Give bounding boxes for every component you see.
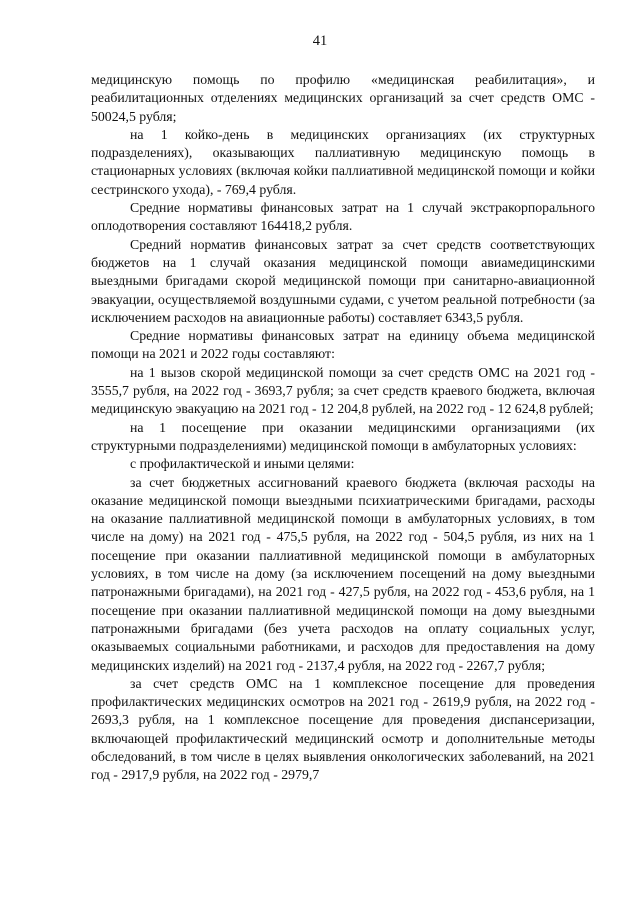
paragraph: на 1 посещение при оказании медицинскими организациями (их структурными подразделениями) медицинской помощи в амбулаторных условиях: <box>91 419 595 453</box>
paragraph: за счет бюджетных ассигнований краевого бюджета (включая расходы на оказание медицинской помощи выездными психиатрическими бригадами, расходы на оказание паллиативной медицинской помощи в амбулаторных условиях, в том числе на дому) на 2021 год - 475,5 рубля, на 2022 год - 504,5 рубля, из них на 1 посещение при оказании паллиативной медицинской помощи в амбулаторных условиях, в том числе на дому (за исключением посещений на дому выездными патронажными бригадами), на 2021 год - 427,5 рубля, на 2022 год - 453,6 рубля, на 1 посещение при оказании паллиативной медицинской помощи на дому выездными патронажными бригадами (без учета расходов на оплату социальных услуг, оказываемых социальными работниками, и расходов для предоставления на дому медицинских изделий) на 2021 год - 2137,4 рубля, на 2022 год - 2267,7 рубля; <box>91 474 595 673</box>
paragraph: на 1 вызов скорой медицинской помощи за счет средств ОМС на 2021 год - 3555,7 рубля, на 2022 год - 3693,7 рубля; за счет средств краевого бюджета, включая медицинскую эвакуацию на 2021 год - 12 204,8 рублей, на 2022 год - 12 624,8 рублей; <box>91 364 595 417</box>
paragraph: на 1 койко-день в медицинских организациях (их структурных подразделениях), оказывающих паллиативную медицинскую помощь в стационарных условиях (включая койки паллиативной медицинской помощи и койки сестринского ухода), - 769,4 рубля. <box>91 126 595 197</box>
paragraph: медицинскую помощь по профилю «медицинская реабилитация», и реабилитационных отделениях медицинских организаций за счет средств ОМС - 50024,5 рубля; <box>91 72 595 124</box>
paragraph: Средние нормативы финансовых затрат на единицу объема медицинской помощи на 2021 и 2022 годы составляют: <box>91 328 595 362</box>
body-text <box>91 71 595 785</box>
page-number: 41 <box>312 33 328 49</box>
paragraph: Средние нормативы финансовых затрат на 1 случай экстракорпорального оплодотворения составляют 164418,2 рубля. <box>91 200 595 234</box>
paragraph: Средний норматив финансовых затрат за счет средств соответствующих бюджетов на 1 случай оказания медицинской помощи авиамедицинскими выездными бригадами скорой медицинской помощи при санитарно-авиационной эвакуации, осуществляемой воздушными судами, с учетом реальной потребности (за исключением расходов на авиационные работы) составляет 6343,5 рубля. <box>91 236 595 325</box>
paragraph: за счет средств ОМС на 1 комплексное посещение для проведения профилактических медицинских осмотров на 2021 год - 2619,9 рубля, на 2022 год - 2693,3 рубля, на 1 комплексное посещение для проведения диспансеризации, включающей профилактический медицинский осмотр и дополнительные методы обследований, в том числе в целях выявления онкологических заболеваний, на 2021 год - 2917,9 рубля, на 2022 год - 2979,7 <box>91 675 595 783</box>
paragraph: с профилактической и иными целями: <box>130 456 355 472</box>
